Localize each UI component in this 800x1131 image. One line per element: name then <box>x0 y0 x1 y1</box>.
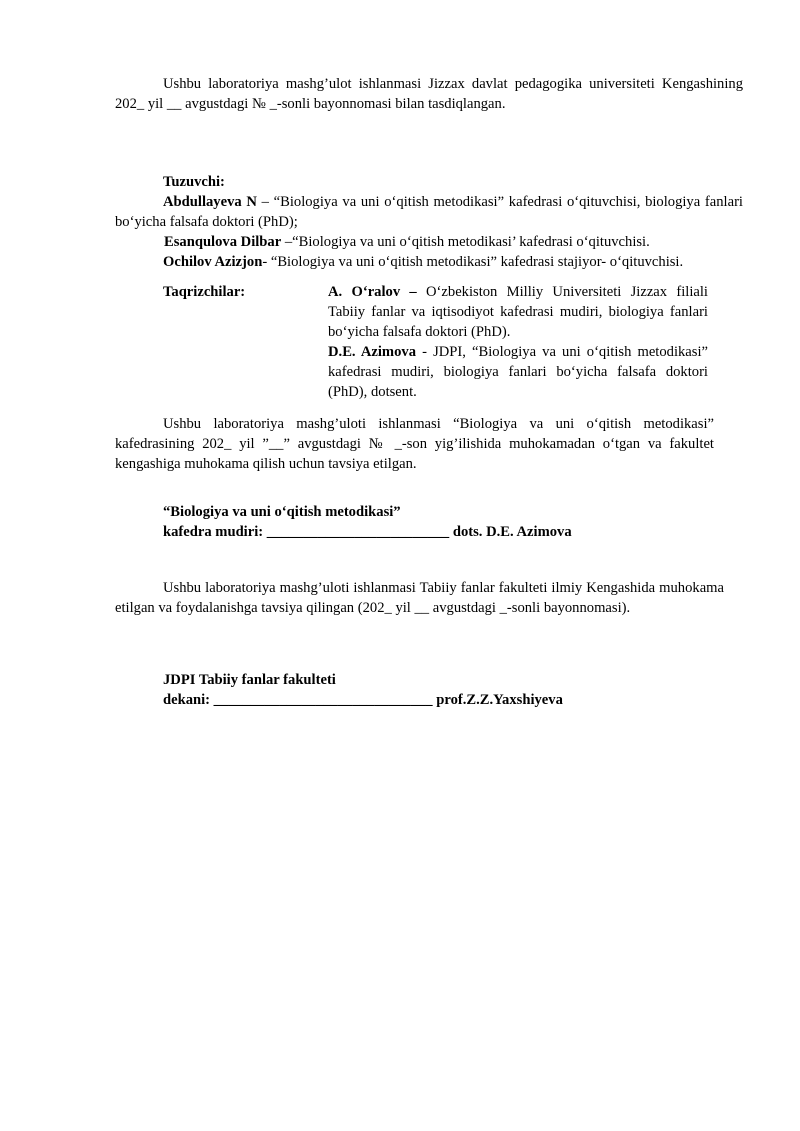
compilers-section <box>115 172 743 272</box>
compiler-name: Esanqulova Dilbar <box>164 234 282 250</box>
department-title: “Biologiya va uni o‘qitish metodikasi” <box>163 504 401 520</box>
reviewers-list <box>328 282 708 402</box>
compiler-name: Ochilov Azizjon <box>163 254 263 270</box>
compiler-entry <box>115 232 743 252</box>
department-head-line: kafedra mudiri: _________________________ dots. D.E. Azimova <box>163 524 572 540</box>
reviewer-description: - JDPI, “Biologiya va uni o‘qitish metodikasi” kafedrasi mudiri, biologiya fanlari bo‘yicha falsafa doktori (PhD), dotsent. <box>328 344 708 400</box>
compiler-description: - “Biologiya va uni o‘qitish metodikasi” kafedrasi stajiyor- o‘qituvchisi. <box>262 254 684 270</box>
reviewer-name: A. O‘ralov – <box>328 284 417 300</box>
compilers-heading: Tuzuvchi: <box>163 174 225 190</box>
recommendation-paragraph: Ushbu laboratoriya mashg’uloti ishlanmasi “Biologiya va uni o‘qitish metodikasi” kafedrasining 202_ yil ”__” avgustdagi № _-son yig’ilishida muhokamadan o‘tgan va fakultet kengashiga muhokama qilish uchun tavsiya etilgan. <box>115 416 714 472</box>
compiler-description: –“Biologiya va uni o‘qitish metodikasi’ kafedrasi o‘qituvchisi. <box>281 234 650 250</box>
reviewer-entry <box>328 342 708 402</box>
reviewer-description: O‘zbekiston Milliy Universiteti Jizzax filiali Tabiiy fanlar va iqtisodiyot kafedrasi mudiri, biologiya fanlari bo‘yicha falsafa doktori (PhD). <box>328 284 708 340</box>
dean-line: dekani: ______________________________ prof.Z.Z.Yaxshiyeva <box>163 692 563 708</box>
reviewers-section <box>163 282 245 302</box>
compiler-description: – “Biologiya va uni o‘qitish metodikasi” kafedrasi o‘qituvchisi, biologiya fanlari bo‘yicha falsafa doktori (PhD); <box>115 194 743 230</box>
reviewers-heading: Taqrizchilar: <box>163 284 246 300</box>
compiler-entry <box>115 192 743 232</box>
dean-signature <box>163 670 563 710</box>
approval-paragraph: Ushbu laboratoriya mashg’ulot ishlanmasi Jizzax davlat pedagogika universiteti Kengashining 202_ yil __ avgustdagi № _-sonli bayonnomasi bilan tasdiqlangan. <box>115 76 743 112</box>
reviewer-entry <box>328 282 708 342</box>
department-head-signature <box>163 502 572 542</box>
faculty-paragraph: Ushbu laboratoriya mashg’uloti ishlanmasi Tabiiy fanlar fakulteti ilmiy Kengashida muhokama etilgan va foydalanishga tavsiya qilingan (202_ yil __ avgustdagi _-sonli bayonnomasi). <box>115 580 724 616</box>
faculty-title: JDPI Tabiiy fanlar fakulteti <box>163 672 336 688</box>
compiler-entry <box>115 252 743 272</box>
reviewer-name: D.E. Azimova <box>328 344 416 360</box>
compiler-name: Abdullayeva N <box>163 194 257 210</box>
